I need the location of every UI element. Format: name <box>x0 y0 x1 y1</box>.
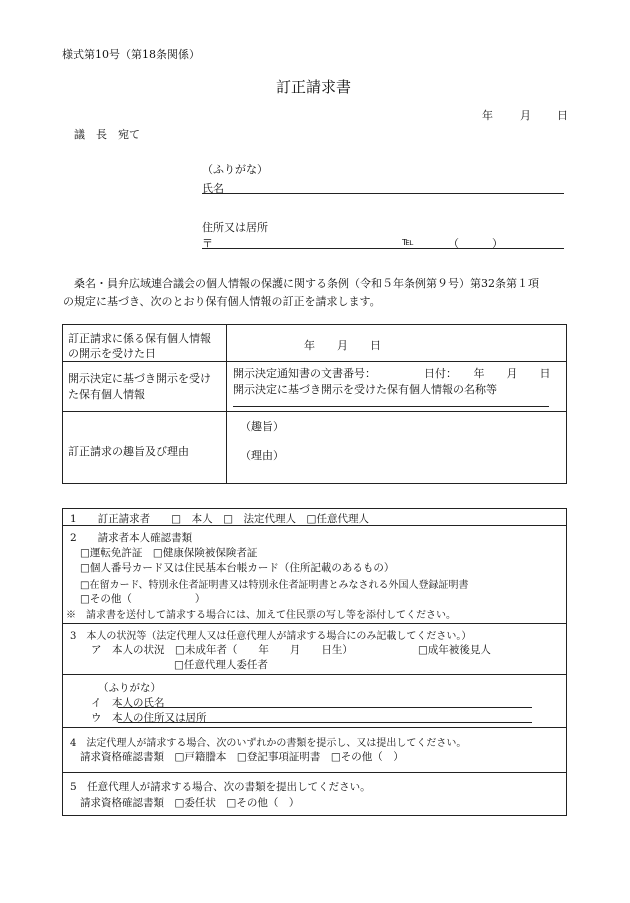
principal-name-field[interactable] <box>118 707 532 708</box>
intro-line-2: の規定に基づき、次のとおり保有個人情報の訂正を請求します。 <box>63 295 381 308</box>
section-2-note: ※ 請求書を送付して請求する場合には、加えて住民票の写し等を添付してください。 <box>66 610 456 621</box>
requester-address-field[interactable] <box>202 248 564 249</box>
requester-furigana: （ふりがな） <box>202 163 268 176</box>
disclosure-date-field[interactable]: 年 月 日 <box>304 339 381 352</box>
principal-address-field[interactable] <box>118 722 532 723</box>
addressee: 議 長 宛て <box>74 128 140 141</box>
info-name-field[interactable] <box>233 406 549 407</box>
section-2-option-b[interactable]: □個人番号カード又は住民基本台帳カード（住所記載のあるもの） <box>80 562 395 574</box>
section-5-title: 5 任意代理人が請求する場合、次の書類を提出してください。 <box>70 781 371 793</box>
notice-date-field[interactable]: 日付： 年 月 日 <box>424 367 551 380</box>
row3-label: 訂正請求の趣旨及び理由 <box>68 445 189 458</box>
page-title: 訂正請求書 <box>276 78 352 96</box>
table1-row-line-1 <box>62 361 567 362</box>
date-day[interactable]: 日 <box>557 109 568 122</box>
t2-line-4 <box>62 727 567 728</box>
requester-address-label: 住所又は居所 <box>202 221 268 234</box>
document-number-field[interactable]: 開示決定通知書の文書番号： <box>233 367 376 380</box>
section-3-status[interactable]: ア 本人の状況 □未成年者（ 年 月 日生） <box>91 644 353 656</box>
t2-line-5 <box>62 772 567 773</box>
intro-line-1: 桑名・員弁広域連合議会の個人情報の保護に関する条例（令和５年条例第９号）第32条第１項 <box>74 277 539 290</box>
section-2-title: 2 請求者本人確認書類 <box>70 532 193 544</box>
date-month[interactable]: 月 <box>520 109 531 122</box>
requester-name-field[interactable] <box>202 193 564 194</box>
tel-paren[interactable]: （ ） <box>448 237 503 250</box>
section-4-title: 4 法定代理人が請求する場合、次のいずれかの書類を提示し、又は提出してください。 <box>70 738 467 749</box>
section-3-delegator[interactable]: □任意代理人委任者 <box>174 659 268 671</box>
section-2-option-a[interactable]: □運転免許証 □健康保険被保険者証 <box>80 547 258 559</box>
section-1-requester[interactable]: 1 訂正請求者 □ 本人 □ 法定代理人 □任意代理人 <box>70 513 369 525</box>
tel-icon: ℡ <box>402 235 414 248</box>
postal-mark: 〒 <box>202 237 213 250</box>
info-name-label: 開示決定に基づき開示を受けた保有個人情報の名称等 <box>233 383 497 396</box>
table1-row-line-2 <box>62 411 567 412</box>
principal-name-label: イ 本人の氏名 <box>91 697 165 709</box>
section-5-documents[interactable]: 請求資格確認書類 □委任状 □その他（ ） <box>80 797 300 809</box>
reason-field[interactable]: （理由） <box>240 449 284 462</box>
purpose-field[interactable]: （趣旨） <box>240 420 284 433</box>
section-4-documents[interactable]: 請求資格確認書類 □戸籍謄本 □登記事項証明書 □その他（ ） <box>80 751 404 763</box>
requester-name-label: 氏名 <box>202 182 224 195</box>
section-3-furigana: （ふりがな） <box>98 682 161 694</box>
row2-label-1: 開示決定に基づき開示を受け <box>68 372 211 385</box>
row1-label-1: 訂正請求に係る保有個人情報 <box>68 332 211 345</box>
row1-label-2: の開示を受けた日 <box>68 347 156 360</box>
section-2-option-d[interactable]: □その他（ ） <box>80 593 206 605</box>
principal-address-label: ウ 本人の住所又は居所 <box>91 712 207 724</box>
table1-divider <box>226 324 227 484</box>
form-number: 様式第10号（第18条関係） <box>62 48 200 61</box>
section-3-guardianship[interactable]: □成年被後見人 <box>418 644 491 656</box>
t2-line-2 <box>62 623 567 624</box>
date-year[interactable]: 年 <box>482 109 493 122</box>
section-2-option-c[interactable]: □在留カード、特別永住者証明書又は特別永住者証明書とみなされる外国人登録証明書 <box>80 580 469 591</box>
t2-line-3 <box>62 674 567 675</box>
section-3-title: 3 本人の状況等（法定代理人又は任意代理人が請求する場合にのみ記載してください。） <box>70 631 472 642</box>
row2-label-2: た保有個人情報 <box>68 388 145 401</box>
